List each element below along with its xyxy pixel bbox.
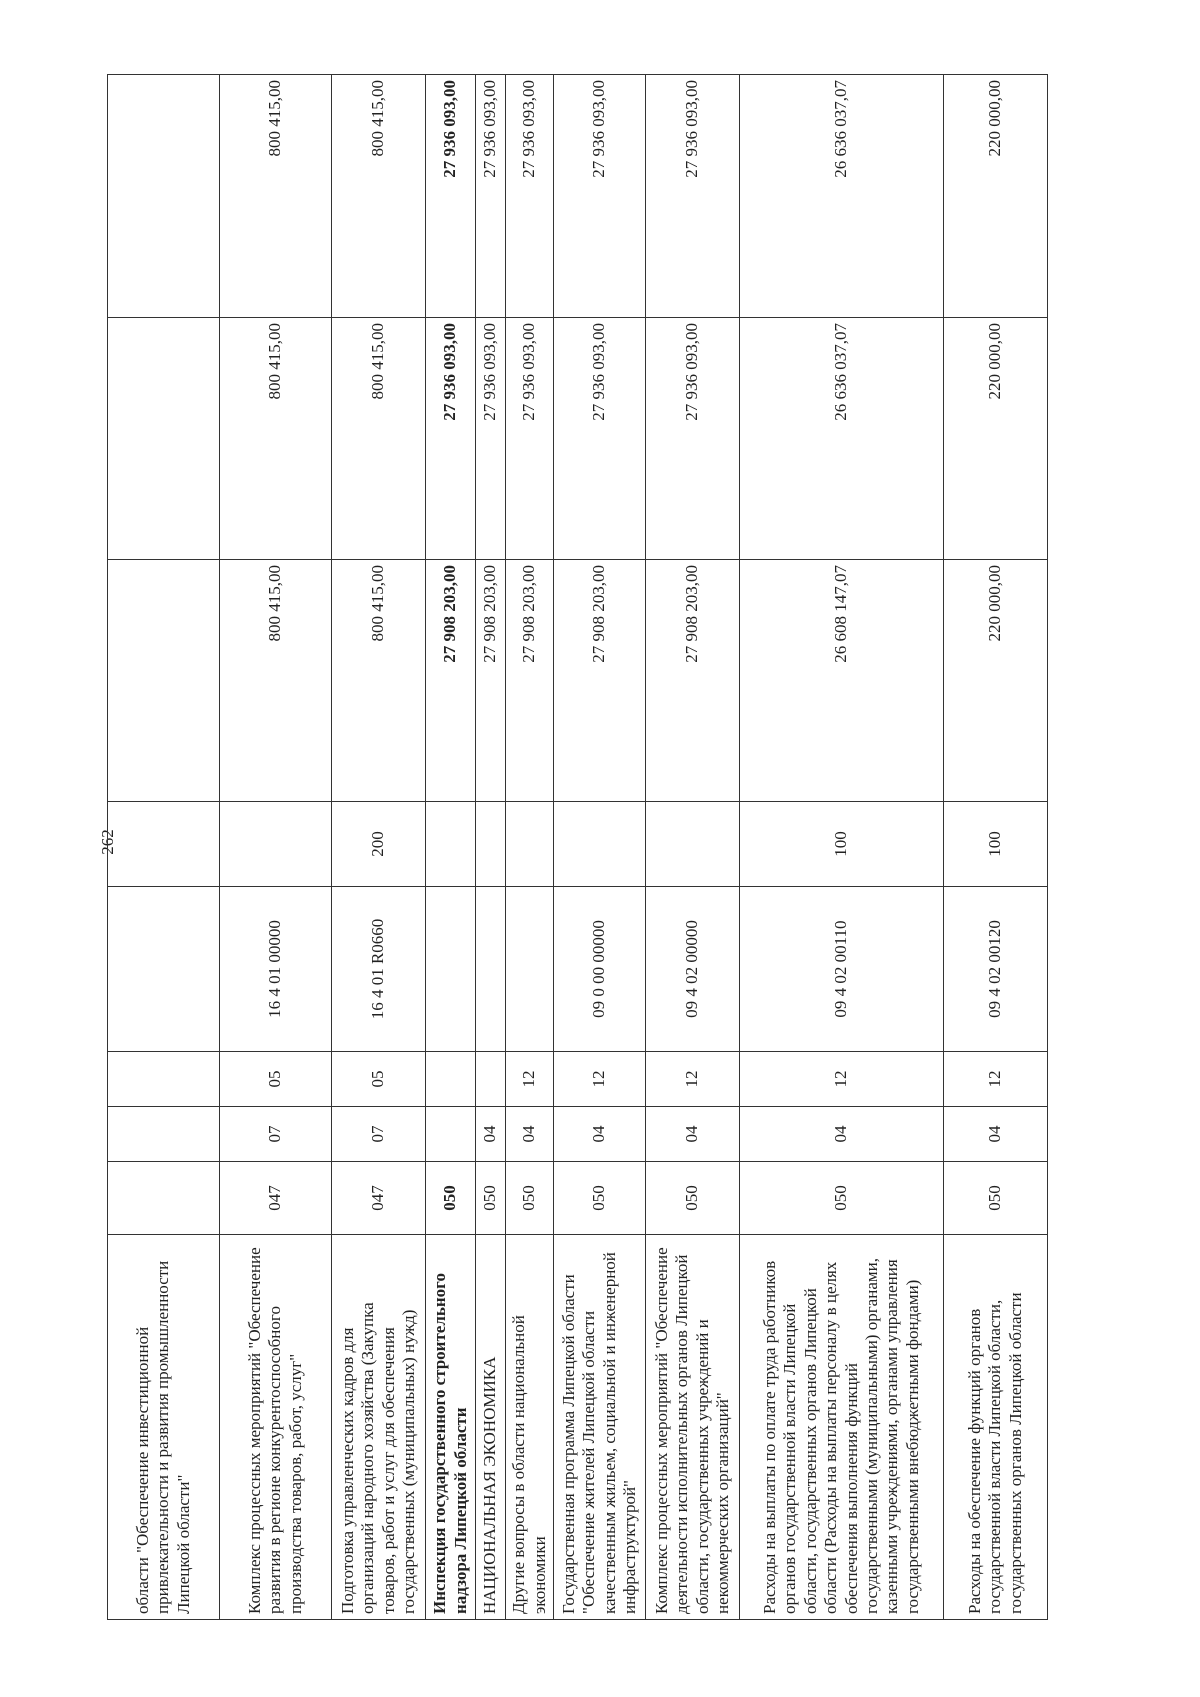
amount-year1-cell: 27 908 203,00 xyxy=(554,560,646,802)
amount-year2-cell: 800 415,00 xyxy=(332,318,426,560)
section-code-cell xyxy=(426,1107,476,1162)
row-description: области "Обеспечение инвестиционной привлекательности и развития промышленности Липецкой области" xyxy=(108,1235,220,1620)
section-code-cell xyxy=(108,1107,220,1162)
row-description: Государственная программа Липецкой области "Обеспечение жителей Липецкой области качественным жильем, социальной и инженерной инфраструктурой" xyxy=(554,1235,646,1620)
table-row xyxy=(944,75,1048,1620)
amount-year1-cell: 26 608 147,07 xyxy=(740,560,944,802)
amount-year3-cell: 27 936 093,00 xyxy=(554,75,646,318)
row-description: Расходы на обеспечение функций органов государственной власти Липецкой области, государственных органов Липецкой области xyxy=(944,1235,1048,1620)
admin-code-cell: 050 xyxy=(646,1162,740,1235)
row-description: НАЦИОНАЛЬНАЯ ЭКОНОМИКА xyxy=(476,1235,506,1620)
expense-type-cell xyxy=(554,802,646,887)
section-code-cell: 04 xyxy=(476,1107,506,1162)
row-description: Другие вопросы в области национальной экономики xyxy=(506,1235,554,1620)
admin-code-cell: 050 xyxy=(506,1162,554,1235)
target-article-cell xyxy=(108,887,220,1052)
rotated-page-content xyxy=(107,75,1047,1620)
admin-code-cell: 050 xyxy=(476,1162,506,1235)
row-description: Комплекс процессных мероприятий "Обеспечение развития в регионе конкурентоспособного производства товаров, работ, услуг" xyxy=(220,1235,332,1620)
row-description: Расходы на выплаты по оплате труда работников органов государственной власти Липецкой области, государственных органов Липецкой области (Расходы на выплаты персоналу в целях обеспечения выполнения функций государственными (муниципальными) органами, казенными учреждениями, органами управления государственными внебюджетными фондами) xyxy=(740,1235,944,1620)
table-row xyxy=(646,75,740,1620)
subsection-code-cell: 12 xyxy=(554,1052,646,1107)
target-article-cell: 16 4 01 R0660 xyxy=(332,887,426,1052)
amount-year2-cell xyxy=(108,318,220,560)
table-row xyxy=(740,75,944,1620)
amount-year3-cell: 220 000,00 xyxy=(944,75,1048,318)
expense-type-cell xyxy=(476,802,506,887)
row-description: Инспекция государственного строительного надзора Липецкой области xyxy=(426,1235,476,1620)
amount-year3-cell: 800 415,00 xyxy=(332,75,426,318)
amount-year3-cell: 27 936 093,00 xyxy=(476,75,506,318)
admin-code-cell xyxy=(108,1162,220,1235)
amount-year2-cell: 27 936 093,00 xyxy=(646,318,740,560)
subsection-code-cell: 12 xyxy=(944,1052,1048,1107)
target-article-cell xyxy=(476,887,506,1052)
subsection-code-cell xyxy=(108,1052,220,1107)
expense-type-cell: 100 xyxy=(740,802,944,887)
subsection-code-cell xyxy=(476,1052,506,1107)
section-code-cell: 04 xyxy=(646,1107,740,1162)
row-description: Комплекс процессных мероприятий "Обеспечение деятельности исполнительных органов Липецкой области, государственных учреждений и некоммерческих организаций" xyxy=(646,1235,740,1620)
admin-code-cell: 050 xyxy=(426,1162,476,1235)
subsection-code-cell: 05 xyxy=(332,1052,426,1107)
amount-year1-cell: 27 908 203,00 xyxy=(426,560,476,802)
subsection-code-cell xyxy=(426,1052,476,1107)
amount-year2-cell: 27 936 093,00 xyxy=(554,318,646,560)
expense-type-cell xyxy=(108,802,220,887)
amount-year1-cell: 27 908 203,00 xyxy=(506,560,554,802)
admin-code-cell: 047 xyxy=(332,1162,426,1235)
amount-year1-cell: 800 415,00 xyxy=(220,560,332,802)
table-row xyxy=(554,75,646,1620)
table-row xyxy=(108,75,220,1620)
section-code-cell: 04 xyxy=(506,1107,554,1162)
admin-code-cell: 050 xyxy=(944,1162,1048,1235)
expense-type-cell xyxy=(506,802,554,887)
expense-type-cell: 200 xyxy=(332,802,426,887)
page-number: 262 xyxy=(98,829,117,855)
section-code-cell: 07 xyxy=(332,1107,426,1162)
subsection-code-cell: 12 xyxy=(646,1052,740,1107)
amount-year2-cell: 27 936 093,00 xyxy=(426,318,476,560)
amount-year2-cell: 220 000,00 xyxy=(944,318,1048,560)
target-article-cell xyxy=(426,887,476,1052)
amount-year1-cell: 27 908 203,00 xyxy=(646,560,740,802)
amount-year3-cell: 27 936 093,00 xyxy=(426,75,476,318)
amount-year2-cell: 800 415,00 xyxy=(220,318,332,560)
amount-year3-cell xyxy=(108,75,220,318)
table-row xyxy=(426,75,476,1620)
section-code-cell: 04 xyxy=(740,1107,944,1162)
amount-year3-cell: 800 415,00 xyxy=(220,75,332,318)
amount-year2-cell: 27 936 093,00 xyxy=(506,318,554,560)
section-code-cell: 04 xyxy=(944,1107,1048,1162)
target-article-cell: 09 4 02 00000 xyxy=(646,887,740,1052)
target-article-cell: 09 4 02 00110 xyxy=(740,887,944,1052)
target-article-cell xyxy=(506,887,554,1052)
table-row xyxy=(332,75,426,1620)
table-row xyxy=(476,75,506,1620)
expense-type-cell xyxy=(646,802,740,887)
subsection-code-cell: 12 xyxy=(740,1052,944,1107)
section-code-cell: 04 xyxy=(554,1107,646,1162)
subsection-code-cell: 12 xyxy=(506,1052,554,1107)
amount-year2-cell: 26 636 037,07 xyxy=(740,318,944,560)
amount-year1-cell: 800 415,00 xyxy=(332,560,426,802)
admin-code-cell: 050 xyxy=(740,1162,944,1235)
expense-type-cell: 100 xyxy=(944,802,1048,887)
admin-code-cell: 047 xyxy=(220,1162,332,1235)
amount-year1-cell xyxy=(108,560,220,802)
amount-year1-cell: 220 000,00 xyxy=(944,560,1048,802)
table-row xyxy=(506,75,554,1620)
table-row xyxy=(220,75,332,1620)
amount-year2-cell: 27 936 093,00 xyxy=(476,318,506,560)
target-article-cell: 16 4 01 00000 xyxy=(220,887,332,1052)
expense-type-cell xyxy=(426,802,476,887)
expense-type-cell xyxy=(220,802,332,887)
target-article-cell: 09 0 00 00000 xyxy=(554,887,646,1052)
amount-year3-cell: 27 936 093,00 xyxy=(646,75,740,318)
amount-year3-cell: 26 636 037,07 xyxy=(740,75,944,318)
subsection-code-cell: 05 xyxy=(220,1052,332,1107)
section-code-cell: 07 xyxy=(220,1107,332,1162)
amount-year3-cell: 27 936 093,00 xyxy=(506,75,554,318)
admin-code-cell: 050 xyxy=(554,1162,646,1235)
budget-table xyxy=(107,74,1048,1620)
target-article-cell: 09 4 02 00120 xyxy=(944,887,1048,1052)
row-description: Подготовка управленческих кадров для организаций народного хозяйства (Закупка товаров, работ и услуг для обеспечения государственных (муниципальных) нужд) xyxy=(332,1235,426,1620)
amount-year1-cell: 27 908 203,00 xyxy=(476,560,506,802)
